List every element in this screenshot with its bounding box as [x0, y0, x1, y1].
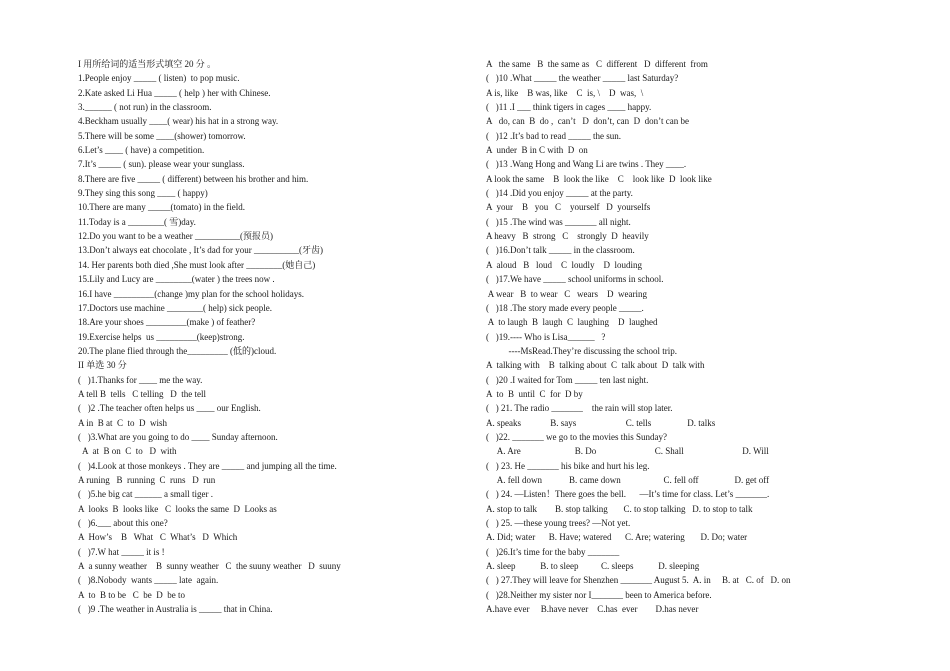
- text-line: 3.______ ( not run) in the classroom.: [78, 102, 212, 113]
- text-line: A How’s B What C What’s D Which: [78, 532, 238, 543]
- text-line: A in B at C to D wish: [78, 417, 168, 428]
- text-line: ( )22. _______ we go to the movies this Sunday?: [486, 431, 667, 442]
- text-line: A wear B to wear C wears D wearing: [486, 288, 647, 299]
- text-line: 13.Don’t always eat chocolate , It’s dad for your __________(牙齿): [78, 245, 324, 256]
- text-line: ( ) 25. —these young trees? —Not yet.: [486, 518, 631, 528]
- text-line: ( ) 27.They will leave for Shenzhen _______ August 5. A. in B. at C. of D. on: [486, 575, 791, 586]
- text-line: A. fell down B. came down C. fell off D. get off: [486, 474, 770, 485]
- text-line: A runing B running C runs D run: [78, 474, 216, 485]
- text-line: ( )11 .I ___ think tigers in cages ____ happy.: [486, 102, 652, 113]
- text-line: ( )8.Nobody wants _____ late again.: [78, 575, 219, 586]
- text-line: A tell B tells C telling D the tell: [78, 388, 206, 399]
- text-line: ( )18 .The story made every people _____.: [486, 302, 644, 313]
- text-line: ( )6.___ about this one?: [78, 518, 168, 528]
- text-line: A. Are B. Do C. Shall D. Will: [486, 446, 769, 457]
- text-line: 6.Let’s ____ ( have) a competition.: [78, 145, 205, 156]
- text-line: A aloud B loud C loudly D louding: [486, 259, 643, 270]
- text-line: 10.There are many _____(tomato) in the field.: [78, 202, 245, 213]
- text-line: ( )17.We have _____ school uniforms in school.: [486, 274, 664, 285]
- text-line: 16.I have _________(change )my plan for the school holidays.: [78, 288, 304, 299]
- text-line: 19.Exercise helps us _________(keep)strong.: [78, 331, 245, 342]
- text-line: 2.Kate asked Li Hua _____ ( help ) her with Chinese.: [78, 87, 271, 98]
- text-line: A. sleep B. to sleep C. sleeps D. sleeping: [486, 561, 700, 572]
- text-line: ( )10 .What _____ the weather _____ last Saturday?: [486, 73, 679, 84]
- text-line: ( )15 .The wind was _______ all night.: [486, 216, 631, 227]
- text-line: 14. Her parents both died ,She must look after ________(她自己): [78, 259, 316, 270]
- text-line: ( )3.What are you going to do ____ Sunday afternoon.: [78, 431, 278, 442]
- text-line: A look the same B look the like C look like D look like: [486, 173, 712, 184]
- text-line: II 单选 30 分: [78, 360, 127, 371]
- text-line: ( )26.It’s time for the baby _______: [486, 546, 620, 557]
- text-line: ( )13 .Wang Hong and Wang Li are twins . They ____.: [486, 159, 687, 170]
- text-line: A. stop to talk B. stop talking C. to stop talking D. to stop to talk: [486, 503, 753, 514]
- text-line: A heavy B strong C strongly D heavily: [486, 231, 649, 242]
- text-line: ( )2 .The teacher often helps us ____ our English.: [78, 403, 261, 414]
- text-line: 17.Doctors use machine ________( help) sick people.: [78, 302, 272, 313]
- text-line: A under B in C with D on: [486, 145, 588, 156]
- text-line: A the same B the same as C different D different from: [486, 59, 708, 69]
- text-line: ( )7.W hat _____ it is !: [78, 546, 165, 557]
- text-line: ( )4.Look at those monkeys . They are _____ and jumping all the time.: [78, 460, 337, 471]
- text-line: ( )28.Neither my sister nor I_______ been to America before.: [486, 589, 712, 600]
- left-column: [78, 57, 468, 616]
- text-line: ( )9 .The weather in Australia is _____ that in China.: [78, 604, 273, 615]
- text-line: ( ) 23. He _______ his bike and hurt his leg.: [486, 460, 650, 471]
- text-line: 9.They sing this song ____ ( happy): [78, 188, 208, 199]
- text-line: A. speaks B. says C. tells D. talks: [486, 417, 716, 428]
- text-line: 1.People enjoy _____ ( listen) to pop music.: [78, 73, 240, 84]
- text-line: 8.There are five _____ ( different) between his brother and him.: [78, 173, 309, 184]
- text-line: A. Did; water B. Have; watered C. Are; watering D. Do; water: [486, 532, 748, 543]
- text-line: ( )20 .I waited for Tom _____ ten last night.: [486, 374, 649, 385]
- text-line: 12.Do you want to be a weather __________(预报员): [78, 231, 273, 242]
- text-line: ( ) 21. The radio _______ the rain will stop later.: [486, 403, 673, 414]
- text-line: ( )5.he big cat ______ a small tiger .: [78, 489, 213, 500]
- text-line: A your B you C yourself D yourselfs: [486, 202, 651, 213]
- text-line: A to laugh B laugh C laughing D laughed: [486, 317, 658, 328]
- text-line: A a sunny weather B sunny weather C the suuny weather D suuny: [78, 561, 341, 572]
- text-line: ( )19.---- Who is Lisa______ ?: [486, 331, 606, 342]
- text-line: 4.Beckham usually ____( wear) his hat in a strong way.: [78, 116, 279, 127]
- text-line: 11.Today is a ________( 雪)day.: [78, 216, 196, 227]
- text-line: ( )14 .Did you enjoy _____ at the party.: [486, 188, 633, 199]
- text-line: ----MsRead.They’re discussing the school trip.: [486, 345, 677, 356]
- text-line: A to B until C for D by: [486, 388, 583, 399]
- text-line: A looks B looks like C looks the same D Looks as: [78, 503, 277, 514]
- text-line: ( )1.Thanks for ____ me the way.: [78, 374, 203, 385]
- text-line: 7.It’s _____ ( sun). please wear your sunglass.: [78, 159, 245, 170]
- text-line: ( ) 24. —Listen！There goes the bell. —It’s time for class. Let’s _______.: [486, 489, 770, 500]
- text-line: 18.Are your shoes _________(make ) of feather?: [78, 317, 256, 328]
- text-line: I 用所给词的适当形式填空 20 分 。: [78, 59, 216, 69]
- text-line: 20.The plane flied through the_________ (低的)cloud.: [78, 345, 277, 356]
- text-line: 5.There will be some ____(shower) tomorrow.: [78, 130, 246, 141]
- text-line: ( )12 .It’s bad to read _____ the sun.: [486, 130, 621, 141]
- right-column: [486, 57, 906, 616]
- text-line: A to B to be C be D be to: [78, 589, 185, 600]
- text-line: A is, like B was, like C is, \ D was, \: [486, 87, 644, 98]
- text-line: A talking with B talking about C talk about D talk with: [486, 360, 705, 371]
- text-line: A.have ever B.have never C.has ever D.has never: [486, 604, 699, 615]
- text-line: A at B on C to D with: [78, 446, 177, 457]
- text-line: ( )16.Don’t talk _____ in the classroom.: [486, 245, 635, 256]
- text-line: A do, can B do , can’t D don’t, can D don’t can be: [486, 116, 689, 127]
- text-line: 15.Lily and Lucy are ________(water ) the trees now .: [78, 274, 275, 285]
